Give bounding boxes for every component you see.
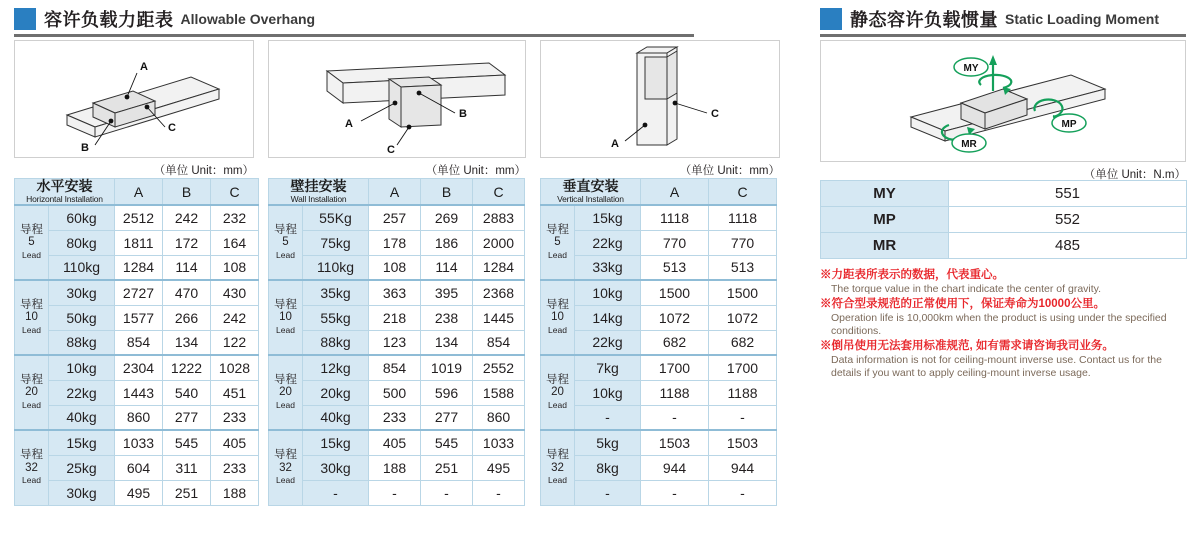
- cell-value: 122: [211, 330, 259, 355]
- cell-load: 22kg: [575, 230, 641, 255]
- cell-load: 22kg: [575, 330, 641, 355]
- cell-value: 123: [369, 330, 421, 355]
- cell-load: 15kg: [49, 430, 115, 455]
- section-header-overhang: [14, 6, 694, 32]
- cell-value: 242: [211, 305, 259, 330]
- cell-value: 451: [211, 380, 259, 405]
- cell-value: -: [641, 405, 709, 430]
- table1-col-c: C: [211, 179, 259, 206]
- table-row: [541, 230, 777, 255]
- table-row: [15, 280, 259, 305]
- cell-value: 854: [369, 355, 421, 380]
- moment-label-mr: MR: [821, 233, 949, 259]
- unit-caption-moment: （单位 Unit：N.m）: [1083, 169, 1186, 181]
- table-row: [269, 355, 525, 380]
- table-row: [15, 430, 259, 455]
- table-row: [541, 455, 777, 480]
- table-row: [821, 207, 1187, 233]
- table2-col-c: C: [473, 179, 525, 206]
- cell-value: -: [709, 405, 777, 430]
- cell-value: 545: [421, 430, 473, 455]
- cell-value: 232: [211, 205, 259, 230]
- cell-value: 500: [369, 380, 421, 405]
- cell-value: 2552: [473, 355, 525, 380]
- diagram-static-loading-moment: [820, 40, 1186, 162]
- diagram-wall-installation: [268, 40, 526, 158]
- table1-title: 水平安装 Horizontal Installation: [15, 179, 115, 206]
- cell-value: 188: [211, 480, 259, 505]
- cell-value: 2512: [115, 205, 163, 230]
- cell-load: -: [575, 405, 641, 430]
- svg-text:MP: MP: [1061, 119, 1077, 130]
- table-row: [15, 380, 259, 405]
- table-row: [15, 230, 259, 255]
- cell-value: 513: [709, 255, 777, 280]
- cell-value: 395: [421, 280, 473, 305]
- cell-value: 596: [421, 380, 473, 405]
- table3-lead-20: 导程 20 Lead: [541, 355, 575, 430]
- table-row: [269, 205, 525, 230]
- diagram-horizontal-installation: [14, 40, 254, 158]
- cell-value: 242: [163, 205, 211, 230]
- cell-value: 233: [211, 455, 259, 480]
- cell-load: 60kg: [49, 205, 115, 230]
- cell-value: 1445: [473, 305, 525, 330]
- cell-load: 35kg: [303, 280, 369, 305]
- cell-value: 363: [369, 280, 421, 305]
- cell-load: 25kg: [49, 455, 115, 480]
- section-title-cn-right: 静态容许负载惯量: [850, 10, 998, 30]
- cell-value: 269: [421, 205, 473, 230]
- cell-load: -: [575, 480, 641, 505]
- table2-title: 壁挂安装 Wall Installation: [269, 179, 369, 206]
- cell-value: 251: [163, 480, 211, 505]
- svg-text:A: A: [140, 61, 148, 73]
- table-row: [269, 405, 525, 430]
- cell-load: 7kg: [575, 355, 641, 380]
- table-row: [15, 355, 259, 380]
- cell-value: 277: [421, 405, 473, 430]
- cell-value: 1072: [709, 305, 777, 330]
- cell-value: 218: [369, 305, 421, 330]
- table-row: [15, 205, 259, 230]
- table-row: [269, 280, 525, 305]
- cell-value: 854: [115, 330, 163, 355]
- cell-value: -: [709, 480, 777, 505]
- section-title-en-right: Static Loading Moment: [1005, 11, 1159, 27]
- note-3-en: Data information is not for ceiling-mount inverse use. Contact us for the details if you want to apply ceiling-mount inverse usage.: [831, 353, 1162, 379]
- cell-value: 2368: [473, 280, 525, 305]
- cell-value: 1500: [641, 280, 709, 305]
- table-row: [269, 255, 525, 280]
- accent-bar-right: [820, 8, 842, 30]
- cell-value: 178: [369, 230, 421, 255]
- cell-value: 495: [473, 455, 525, 480]
- cell-value: 944: [709, 455, 777, 480]
- cell-value: 1188: [641, 380, 709, 405]
- svg-text:A: A: [345, 118, 353, 130]
- table-row: [541, 255, 777, 280]
- cell-value: 1577: [115, 305, 163, 330]
- section-title-cn-left: 容许负载力距表: [44, 10, 174, 30]
- table3-title: 垂直安装 Vertical Installation: [541, 179, 641, 206]
- unit-caption-wall: （单位 Unit：mm）: [425, 165, 526, 177]
- svg-text:C: C: [387, 144, 395, 156]
- accent-bar-left: [14, 8, 36, 30]
- section-header-moment: [820, 6, 1186, 32]
- cell-value: 164: [211, 230, 259, 255]
- cell-value: 770: [641, 230, 709, 255]
- cell-value: 860: [473, 405, 525, 430]
- cell-load: 88kg: [303, 330, 369, 355]
- table2-lead-10: 导程 10 Lead: [269, 280, 303, 355]
- table-static-loading-moment: [820, 180, 1187, 259]
- table-row: [15, 330, 259, 355]
- cell-value: 860: [115, 405, 163, 430]
- cell-load: 10kg: [49, 355, 115, 380]
- cell-value: 114: [163, 255, 211, 280]
- cell-load: 40kg: [49, 405, 115, 430]
- table1-lead-20: 导程 20 Lead: [15, 355, 49, 430]
- cell-value: 1118: [709, 205, 777, 230]
- svg-text:B: B: [81, 142, 89, 154]
- notes-block: [820, 268, 1190, 381]
- table-row: [541, 355, 777, 380]
- cell-value: 1284: [473, 255, 525, 280]
- cell-value: 1033: [473, 430, 525, 455]
- table1-lead-5: 导程 5 Lead: [15, 205, 49, 280]
- table-row: [269, 480, 525, 505]
- moment-value-mr: 485: [949, 233, 1187, 259]
- cell-value: 311: [163, 455, 211, 480]
- cell-value: 233: [211, 405, 259, 430]
- cell-load: 10kg: [575, 280, 641, 305]
- table3-lead-10: 导程 10 Lead: [541, 280, 575, 355]
- table-vertical-installation: [540, 178, 777, 506]
- cell-value: 266: [163, 305, 211, 330]
- table-row: [541, 305, 777, 330]
- table1-col-a: A: [115, 179, 163, 206]
- cell-value: 1700: [709, 355, 777, 380]
- table-row: [269, 230, 525, 255]
- table1-lead-32: 导程 32 Lead: [15, 430, 49, 505]
- table3-col-c: C: [709, 179, 777, 206]
- cell-value: 277: [163, 405, 211, 430]
- cell-value: 1284: [115, 255, 163, 280]
- cell-value: 134: [163, 330, 211, 355]
- table-row: [15, 305, 259, 330]
- unit-caption-vertical: （单位 Unit：mm）: [679, 165, 780, 177]
- cell-value: 854: [473, 330, 525, 355]
- cell-value: 186: [421, 230, 473, 255]
- cell-load: 12kg: [303, 355, 369, 380]
- table-row: [541, 480, 777, 505]
- cell-load: 14kg: [575, 305, 641, 330]
- cell-value: 430: [211, 280, 259, 305]
- cell-value: 1503: [641, 430, 709, 455]
- cell-value: -: [473, 480, 525, 505]
- cell-value: -: [641, 480, 709, 505]
- table-row: [269, 305, 525, 330]
- table2-lead-20: 导程 20 Lead: [269, 355, 303, 430]
- cell-load: -: [303, 480, 369, 505]
- note-1-en: The torque value in the chart indicate the center of gravity.: [831, 283, 1102, 295]
- moment-value-mp: 552: [949, 207, 1187, 233]
- table-row: [15, 480, 259, 505]
- cell-load: 110kg: [49, 255, 115, 280]
- cell-value: 1188: [709, 380, 777, 405]
- cell-load: 8kg: [575, 455, 641, 480]
- header-rule-left: [14, 34, 694, 37]
- cell-value: 1443: [115, 380, 163, 405]
- moment-label-my: MY: [821, 181, 949, 207]
- svg-text:B: B: [459, 108, 467, 120]
- cell-value: 134: [421, 330, 473, 355]
- table2-lead-32: 导程 32 Lead: [269, 430, 303, 505]
- cell-load: 33kg: [575, 255, 641, 280]
- cell-value: 1503: [709, 430, 777, 455]
- cell-load: 110kg: [303, 255, 369, 280]
- note-2-en: Operation life is 10,000km when the product is using under the specified conditions.: [831, 311, 1167, 337]
- table-row: [15, 405, 259, 430]
- cell-value: 1700: [641, 355, 709, 380]
- cell-value: 257: [369, 205, 421, 230]
- cell-value: 545: [163, 430, 211, 455]
- cell-value: 540: [163, 380, 211, 405]
- cell-value: 1222: [163, 355, 211, 380]
- cell-load: 20kg: [303, 380, 369, 405]
- moment-label-mp: MP: [821, 207, 949, 233]
- cell-load: 15kg: [575, 205, 641, 230]
- cell-value: -: [369, 480, 421, 505]
- cell-load: 55kg: [303, 305, 369, 330]
- cell-load: 30kg: [49, 480, 115, 505]
- table3-lead-5: 导程 5 Lead: [541, 205, 575, 280]
- table-row: [15, 255, 259, 280]
- cell-value: 233: [369, 405, 421, 430]
- svg-text:A: A: [611, 138, 619, 150]
- table-row: [541, 205, 777, 230]
- cell-value: 108: [369, 255, 421, 280]
- moment-value-my: 551: [949, 181, 1187, 207]
- table-row: [541, 280, 777, 305]
- cell-value: 1500: [709, 280, 777, 305]
- cell-value: -: [421, 480, 473, 505]
- cell-load: 30kg: [303, 455, 369, 480]
- table2-col-a: A: [369, 179, 421, 206]
- table-row: [15, 455, 259, 480]
- table-row: [269, 455, 525, 480]
- cell-value: 495: [115, 480, 163, 505]
- cell-value: 108: [211, 255, 259, 280]
- cell-load: 15kg: [303, 430, 369, 455]
- cell-load: 5kg: [575, 430, 641, 455]
- cell-value: 2727: [115, 280, 163, 305]
- table-horizontal-installation: [14, 178, 259, 506]
- table-row: [541, 330, 777, 355]
- cell-value: 1072: [641, 305, 709, 330]
- table-row: [541, 430, 777, 455]
- cell-value: 604: [115, 455, 163, 480]
- cell-value: 2000: [473, 230, 525, 255]
- header-rule-right: [820, 34, 1186, 37]
- cell-value: 238: [421, 305, 473, 330]
- svg-text:MR: MR: [961, 139, 977, 150]
- cell-value: 2304: [115, 355, 163, 380]
- cell-value: 470: [163, 280, 211, 305]
- unit-caption-horizontal: （单位 Unit：mm）: [153, 165, 254, 177]
- section-title-en-left: Allowable Overhang: [180, 11, 316, 27]
- table-row: [821, 181, 1187, 207]
- table1-lead-10: 导程 10 Lead: [15, 280, 49, 355]
- cell-value: 405: [211, 430, 259, 455]
- cell-value: 513: [641, 255, 709, 280]
- cell-value: 1811: [115, 230, 163, 255]
- cell-load: 55Kg: [303, 205, 369, 230]
- svg-text:C: C: [711, 108, 719, 120]
- note-3-cn: ※倒吊使用无法套用标准规范, 如有需求请咨询我司业务。: [820, 339, 1114, 352]
- table2-col-b: B: [421, 179, 473, 206]
- note-1-cn: ※力距表所表示的数据，代表重心。: [820, 269, 1004, 281]
- cell-value: 944: [641, 455, 709, 480]
- table3-lead-32: 导程 32 Lead: [541, 430, 575, 505]
- cell-value: 1118: [641, 205, 709, 230]
- cell-load: 10kg: [575, 380, 641, 405]
- cell-value: 1033: [115, 430, 163, 455]
- diagram-vertical-installation: [540, 40, 780, 158]
- cell-value: 1588: [473, 380, 525, 405]
- cell-value: 172: [163, 230, 211, 255]
- svg-text:C: C: [168, 122, 176, 134]
- cell-value: 1028: [211, 355, 259, 380]
- cell-value: 2883: [473, 205, 525, 230]
- cell-load: 80kg: [49, 230, 115, 255]
- note-2-cn: ※符合型录规范的正常使用下，保证寿命为10000公里。: [820, 297, 1105, 310]
- cell-load: 88kg: [49, 330, 115, 355]
- svg-text:MY: MY: [963, 63, 979, 74]
- cell-value: 770: [709, 230, 777, 255]
- table1-col-b: B: [163, 179, 211, 206]
- table2-lead-5: 导程 5 Lead: [269, 205, 303, 280]
- cell-load: 22kg: [49, 380, 115, 405]
- table-row: [269, 430, 525, 455]
- cell-value: 405: [369, 430, 421, 455]
- table-wall-installation: [268, 178, 525, 506]
- cell-value: 188: [369, 455, 421, 480]
- cell-value: 682: [641, 330, 709, 355]
- table-row: [269, 380, 525, 405]
- cell-load: 30kg: [49, 280, 115, 305]
- table-row: [821, 233, 1187, 259]
- cell-load: 50kg: [49, 305, 115, 330]
- table-row: [541, 405, 777, 430]
- cell-load: 40kg: [303, 405, 369, 430]
- cell-value: 682: [709, 330, 777, 355]
- cell-value: 251: [421, 455, 473, 480]
- cell-value: 114: [421, 255, 473, 280]
- table-row: [541, 380, 777, 405]
- table-row: [269, 330, 525, 355]
- cell-load: 75kg: [303, 230, 369, 255]
- table3-col-a: A: [641, 179, 709, 206]
- cell-value: 1019: [421, 355, 473, 380]
